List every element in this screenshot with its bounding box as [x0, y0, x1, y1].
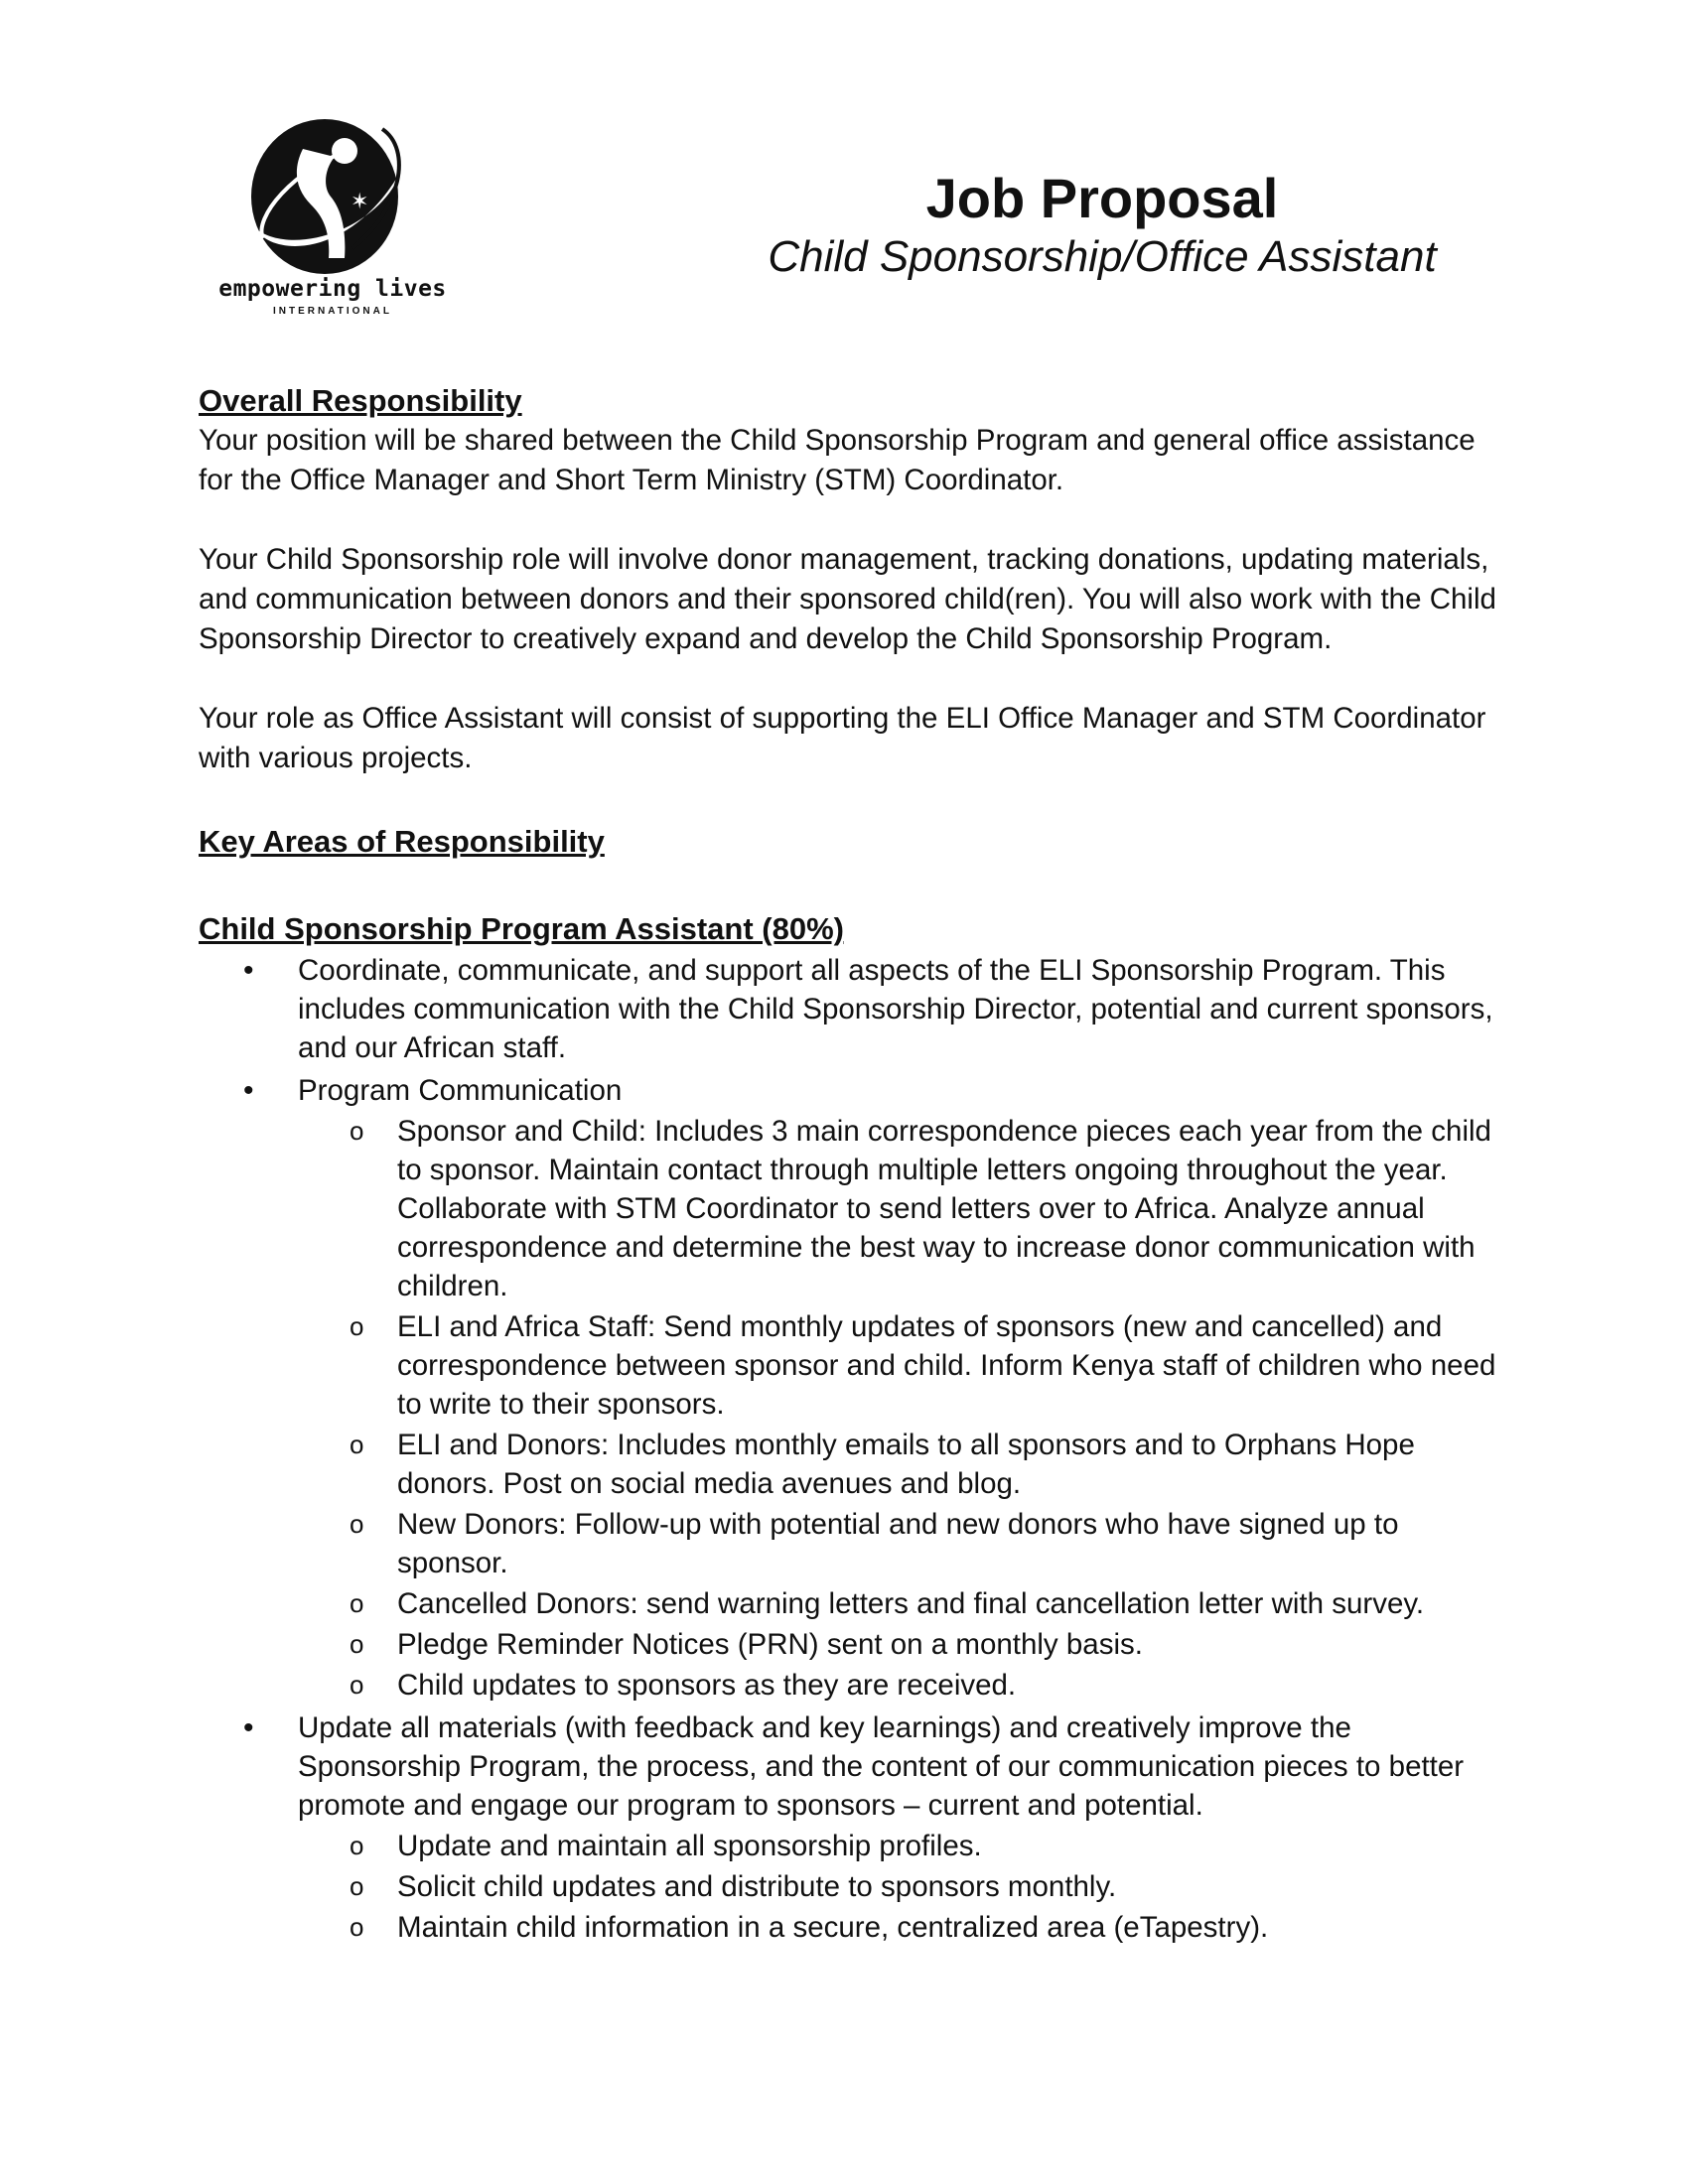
list-item: o Cancelled Donors: send warning letters and final cancellation letter with survey. — [298, 1584, 1499, 1623]
list-item — [199, 951, 1499, 1067]
list-item-text: Program Communication — [298, 1074, 623, 1107]
list-item: o ELI and Africa Staff: Send monthly updates of sponsors (new and cancelled) and correspondence between sponsor and child. Inform Kenya staff of children who need to write to their sponsors. — [298, 1307, 1499, 1424]
program-communication-list — [298, 1112, 1499, 1705]
key-areas-heading: Key Areas of Responsibility — [199, 824, 605, 859]
overall-responsibility-heading: Overall Responsibility — [199, 383, 522, 418]
organization-logo — [209, 109, 457, 328]
list-item: o Sponsor and Child: Includes 3 main correspondence pieces each year from the child to sponsor. Maintain contact through multiple letters ongoing throughout the year. Collaborate with STM Coordinator to send letters over to Africa. Analyze annual correspondence and determine the best way to increase donor communication with children. — [298, 1112, 1499, 1305]
list-item: o Pledge Reminder Notices (PRN) sent on a monthly basis. — [298, 1625, 1499, 1664]
list-item: o Maintain child information in a secure, centralized area (eTapestry). — [298, 1908, 1499, 1947]
update-materials-list — [298, 1827, 1499, 1947]
responsibility-list — [199, 951, 1499, 1947]
list-item: o Update and maintain all sponsorship profiles. — [298, 1827, 1499, 1865]
document-header — [635, 167, 1569, 284]
overall-paragraph: Your role as Office Assistant will consist of supporting the ELI Office Manager and STM Coordinator with various projects. — [199, 702, 1486, 774]
overall-paragraph: Your position will be shared between the Child Sponsorship Program and general office assistance for the Office Manager and Short Term Ministry (STM) Coordinator. — [199, 424, 1476, 496]
list-item: o Solicit child updates and distribute to sponsors monthly. — [298, 1867, 1499, 1906]
list-item: o ELI and Donors: Includes monthly emails to all sponsors and to Orphans Hope donors. Post on social media avenues and blog. — [298, 1426, 1499, 1503]
list-item-text: Update all materials (with feedback and key learnings) and creatively improve the Sponsorship Program, the process, and the content of our communication pieces to better promote and engage our program to sponsors – current and potential. — [298, 1711, 1465, 1822]
logo-wordmark: empowering lives — [218, 276, 447, 302]
list-item — [199, 1708, 1499, 1947]
list-item — [199, 1071, 1499, 1705]
overall-paragraph: Your Child Sponsorship role will involve donor management, tracking donations, updating materials, and communication between donors and their sponsored child(ren). You will also work with the Child Sponsorship Director to creatively expand and develop the Child Sponsorship Program. — [199, 543, 1496, 655]
program-assistant-subheading: Child Sponsorship Program Assistant (80%) — [199, 911, 844, 946]
list-item: o New Donors: Follow-up with potential and new donors who have signed up to sponsor. — [298, 1505, 1499, 1582]
page-title: Job Proposal — [925, 167, 1279, 229]
logo-subtitle: INTERNATIONAL — [273, 306, 392, 317]
page-subtitle: Child Sponsorship/Office Assistant — [768, 232, 1437, 281]
svg-text:✶: ✶ — [351, 190, 369, 214]
list-item: o Child updates to sponsors as they are received. — [298, 1666, 1499, 1705]
document-body — [199, 381, 1499, 1951]
list-item-text: Coordinate, communicate, and support all aspects of the ELI Sponsorship Program. This includes communication with the Child Sponsorship Director, potential and current sponsors, and our African staff. — [298, 954, 1493, 1064]
globe-figure-icon — [233, 109, 412, 278]
